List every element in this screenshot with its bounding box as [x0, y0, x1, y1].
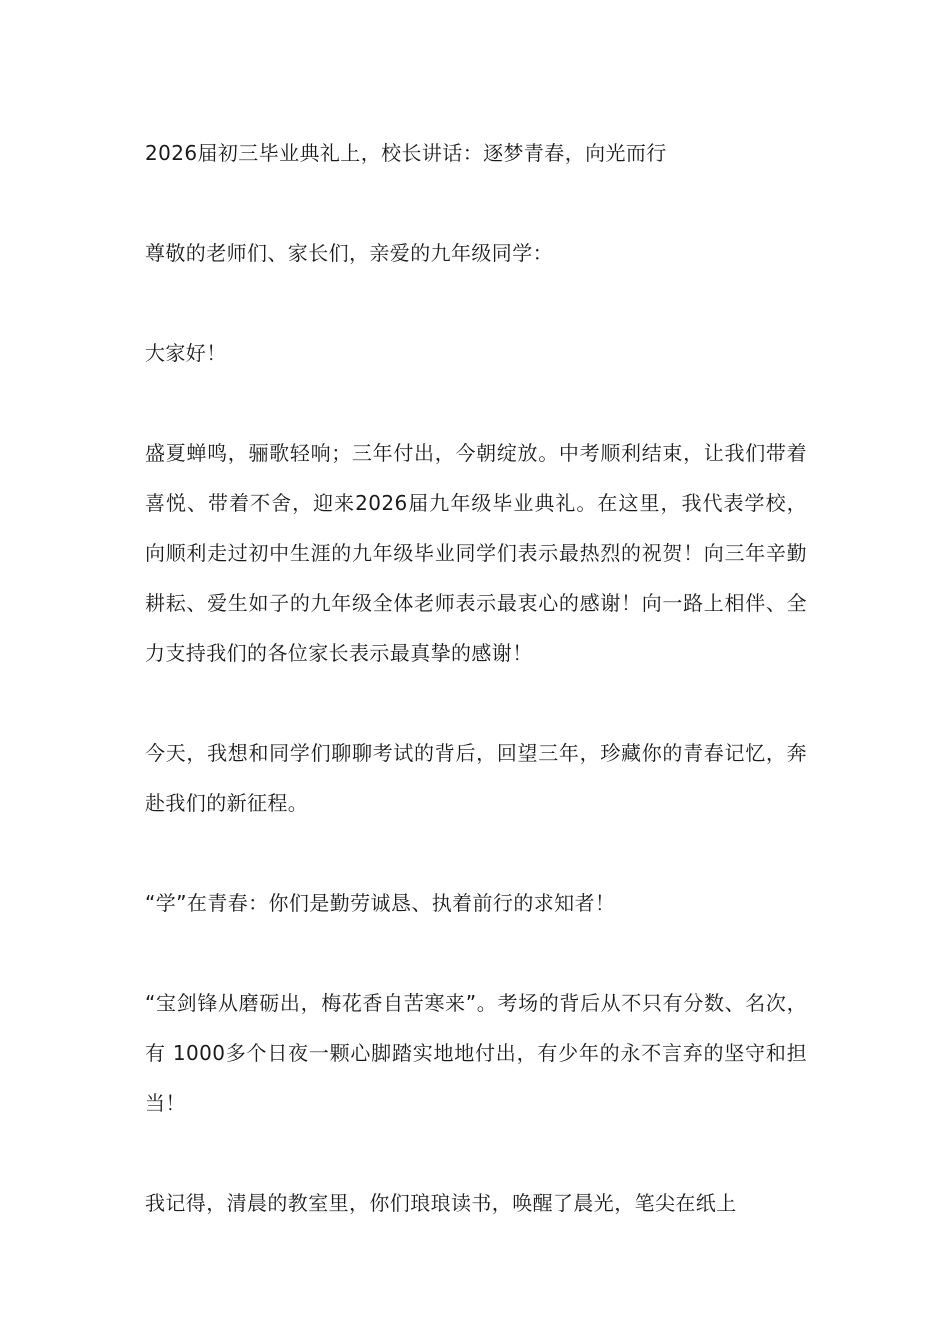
paragraph-opening: 盛夏蝉鸣，骊歌轻响；三年付出，今朝绽放。中考顺利结束，让我们带着喜悦、带着不舍，迎来2026届九年级毕业典礼。在这里，我代表学校，向顺利走过初中生涯的九年级毕业同学们表示最热烈的祝贺！向三年辛勤耕耘、爱生如子的九年级全体老师表示最衷心的感谢！向一路上相伴、全力支持我们的各位家长表示最真挚的感谢！ [145, 441, 807, 665]
document-body [145, 128, 807, 1228]
greeting: 大家好！ [145, 341, 227, 365]
salutation: 尊敬的老师们、家长们，亲爱的九年级同学： [145, 241, 553, 265]
paragraph-section-2: 我记得，清晨的教室里，你们琅琅读书，唤醒了晨光，笔尖在纸上 [145, 1191, 737, 1215]
section-heading: “学”在青春：你们是勤劳诚恳、执着前行的求知者！ [145, 891, 616, 915]
paragraph-intro: 今天，我想和同学们聊聊考试的背后，回望三年，珍藏你的青春记忆，奔赴我们的新征程。 [145, 741, 807, 815]
paragraph-section-1: “宝剑锋从磨砺出，梅花香自苦寒来”。考场的背后从不只有分数、名次，有 1000多个日夜一颗心脚踏实地地付出，有少年的永不言弃的坚守和担当！ [145, 991, 807, 1115]
document-title: 2026届初三毕业典礼上，校长讲话：逐梦青春，向光而行 [145, 141, 667, 165]
